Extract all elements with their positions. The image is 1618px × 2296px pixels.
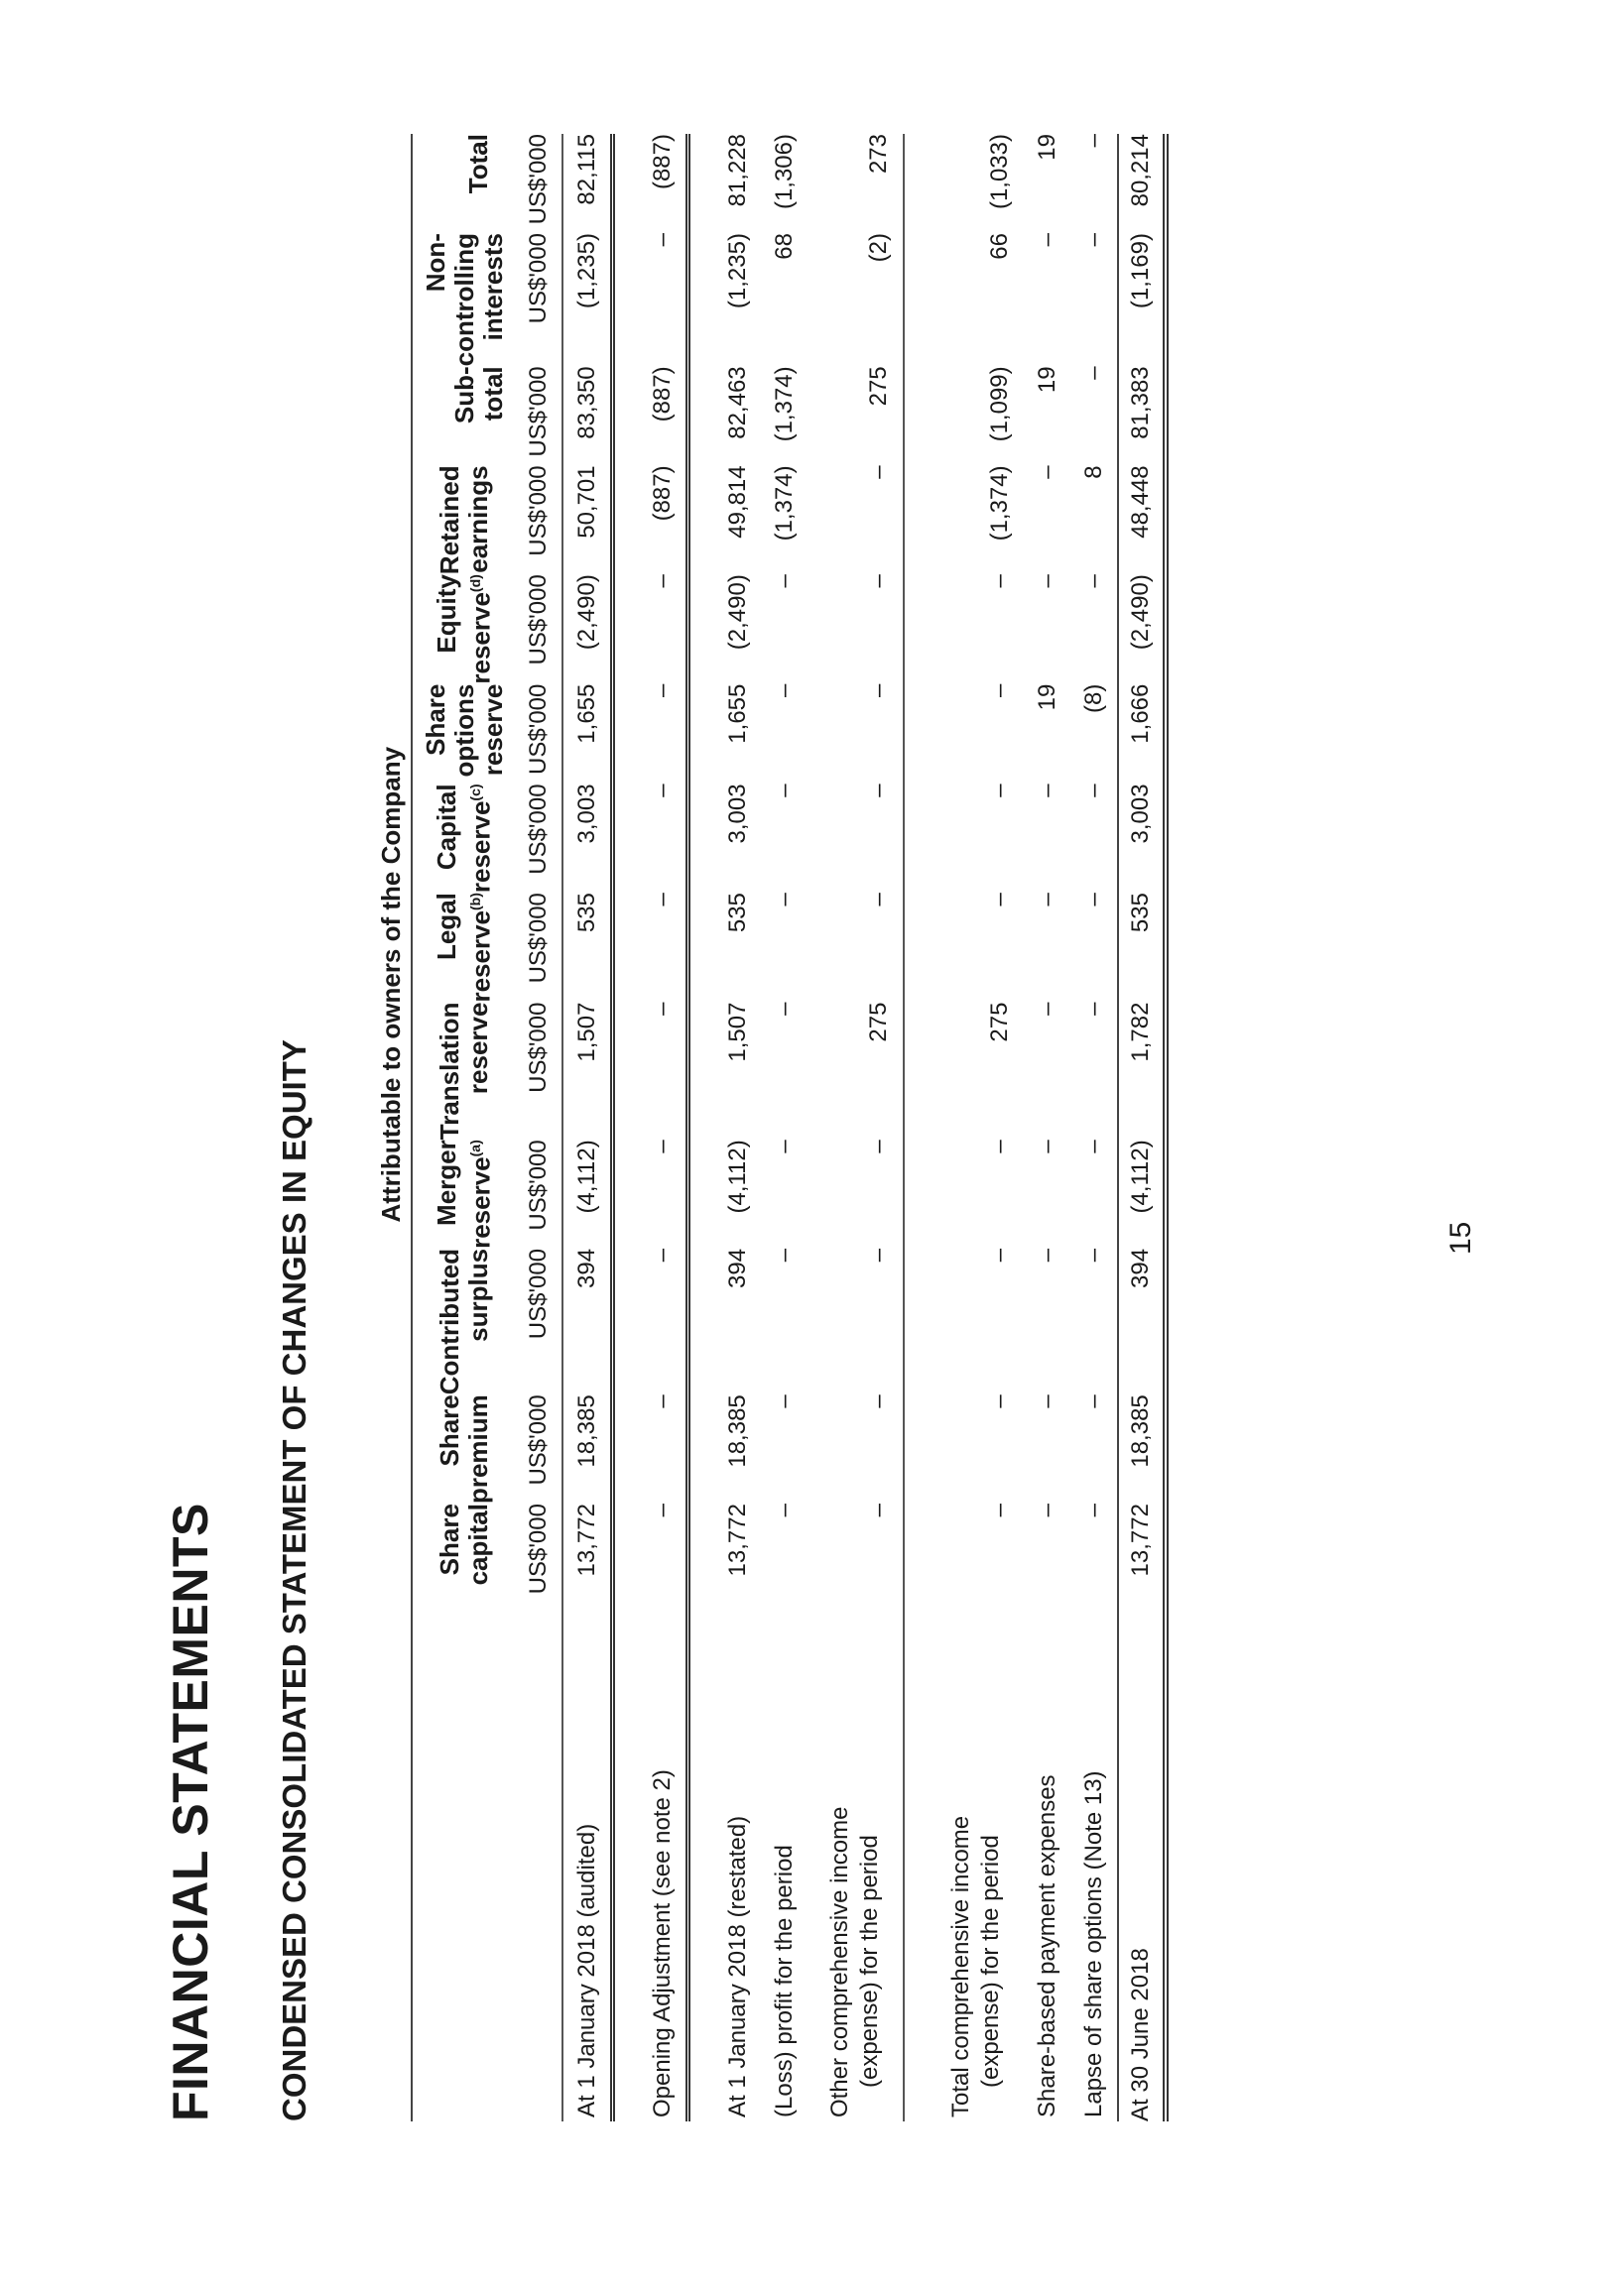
cell-value: 48,448 (1118, 465, 1166, 574)
cell-value: – (808, 893, 904, 1002)
column-header-text: surplus (463, 1248, 493, 1342)
cell-value: – (1079, 1394, 1107, 1408)
column-header (412, 1003, 516, 1141)
cell-value: (1,306) (770, 134, 798, 210)
footnote-marker: (c) (467, 784, 484, 801)
column-header-text: Share (435, 1504, 464, 1576)
unit-label: US$'000 (516, 893, 562, 1002)
cell-value: 1,782 (1118, 1003, 1166, 1141)
cell-value: 275 (808, 366, 904, 465)
cell-value: – (808, 574, 904, 683)
column-header (412, 233, 516, 366)
column-header (412, 134, 516, 233)
cell-value: – (808, 1504, 904, 1603)
cell-value: 19 (1033, 366, 1060, 394)
cell-value: 275 (808, 1003, 904, 1141)
cell-value: – (986, 574, 1013, 588)
column-header-text: Translation (435, 1002, 464, 1141)
cell-value: (887) (639, 465, 688, 574)
cell-value: – (808, 1140, 904, 1249)
column-header-text: capital (463, 1504, 493, 1586)
row-label (562, 1603, 613, 2121)
cell-value: – (639, 684, 688, 785)
cell-value: – (1033, 233, 1060, 247)
cell-value: – (770, 1140, 798, 1153)
cell-value: – (639, 1249, 688, 1394)
cell-value: (4,112) (723, 1140, 751, 1214)
column-header (412, 465, 516, 574)
cell-value: – (1079, 1140, 1107, 1153)
column-header (412, 784, 516, 893)
page-number: 15 (1444, 1221, 1477, 1255)
cell-value: – (770, 784, 798, 797)
table-row (639, 134, 688, 2121)
cell-value: 50,701 (562, 465, 613, 574)
row-label-text: (expense) for the period (856, 1835, 883, 2088)
cell-value: 1,655 (562, 684, 613, 785)
footnote-marker: (a) (467, 1140, 484, 1157)
cell-value: – (986, 1394, 1013, 1408)
cell-value: – (986, 1140, 1013, 1153)
column-header-text: Legal (432, 893, 462, 961)
column-header-text: Share (420, 683, 450, 756)
column-header-text: controlling (448, 233, 479, 367)
cell-value: – (1033, 893, 1060, 906)
cell-value: 82,463 (723, 366, 751, 439)
cell-value: – (986, 1248, 1013, 1263)
cell-value: – (770, 893, 798, 906)
column-header (412, 1504, 516, 1603)
cell-value: – (639, 893, 688, 1002)
table-row-total (1118, 134, 1166, 2121)
cell-value: 275 (986, 1002, 1013, 1042)
cell-value: – (1079, 574, 1107, 588)
column-header-text: Equity (432, 574, 462, 654)
cell-value: 13,772 (562, 1504, 613, 1603)
column-header-text: Sub-total (448, 366, 508, 424)
cell-value: – (1079, 1504, 1107, 1517)
unit-label: US$'000 (516, 1140, 562, 1249)
unit-label: US$'000 (516, 1249, 562, 1394)
column-header-row (412, 134, 516, 2121)
column-header (412, 1249, 516, 1394)
cell-value: (1,235) (723, 233, 751, 309)
unit-label: US$'000 (516, 1003, 562, 1141)
cell-value: 18,385 (1118, 1394, 1166, 1504)
cell-value: – (770, 1248, 798, 1263)
cell-value: 3,003 (723, 784, 751, 844)
column-header-text: interests (477, 233, 508, 341)
cell-value: – (1033, 784, 1060, 797)
cell-value: – (1079, 784, 1107, 797)
cell-value: – (1079, 134, 1107, 148)
equity-table (371, 134, 1169, 2121)
cell-value: – (986, 893, 1013, 906)
column-header-text: Total (463, 134, 493, 194)
cell-value: 81,383 (1118, 366, 1166, 465)
cell-value: – (639, 1504, 688, 1603)
cell-value: 535 (1118, 893, 1166, 1002)
cell-value: (1,374) (770, 366, 798, 442)
column-header-text: Capital (432, 784, 462, 871)
cell-value: (1,374) (770, 465, 798, 542)
footnote-marker: (d) (467, 574, 484, 593)
row-label-text: At 1 January 2018 (restated) (723, 1815, 751, 2117)
cell-value: – (1079, 233, 1107, 247)
cell-value: – (1079, 1248, 1107, 1263)
row-label-text: (Loss) profit for the period (770, 1845, 798, 2117)
column-header-text: reserve (465, 910, 496, 1003)
table-row (808, 134, 904, 2121)
section-title: FINANCIAL STATEMENTS (163, 1503, 218, 2121)
column-header-text: Share (435, 1394, 464, 1467)
cell-value: (1,099) (986, 366, 1013, 442)
cell-value: – (808, 1394, 904, 1504)
statement-title: CONDENSED CONSOLIDATED STATEMENT OF CHANGES IN EQUITY (276, 1039, 312, 2121)
unit-label: US$'000 (516, 574, 562, 683)
unit-label: US$'000 (516, 233, 562, 366)
table-row (562, 134, 613, 2121)
column-header-text: Retained (435, 465, 464, 575)
cell-value: 1,666 (1118, 684, 1166, 785)
cell-value: 66 (986, 233, 1013, 260)
column-header-text: Merger (432, 1140, 462, 1226)
cell-value: – (639, 1394, 688, 1504)
cell-value: 49,814 (723, 465, 751, 539)
table-row (1070, 134, 1118, 2121)
cell-value: (887) (639, 366, 688, 465)
column-header-text: options (448, 683, 479, 778)
cell-value: 81,228 (723, 134, 751, 207)
cell-value: – (1079, 366, 1107, 380)
cell-value: 394 (723, 1248, 751, 1288)
cell-value: 535 (723, 893, 751, 933)
cell-value: (2) (808, 233, 904, 366)
column-header (412, 684, 516, 785)
column-header (412, 1140, 516, 1249)
footnote-marker: (b) (467, 893, 484, 910)
column-header-text: reserve (465, 592, 496, 684)
row-label (808, 1603, 904, 2121)
row-label (929, 1603, 1024, 2121)
row-label-text: Total comprehensive income (947, 1815, 974, 2117)
row-label-text: At 30 June 2018 (1127, 1948, 1154, 2121)
cell-value: 3,003 (562, 784, 613, 893)
cell-value: (1,033) (986, 134, 1013, 210)
cell-value: 394 (562, 1249, 613, 1394)
table-row (1024, 134, 1070, 2121)
cell-value: – (770, 1002, 798, 1016)
column-header (412, 574, 516, 683)
cell-value: (1,235) (562, 233, 613, 366)
group-header: Attributable to owners of the Company (371, 366, 412, 1603)
cell-value: – (1033, 574, 1060, 588)
cell-value: (8) (1079, 683, 1107, 713)
cell-value: – (986, 683, 1013, 697)
cell-value: 82,115 (562, 134, 613, 233)
cell-value: – (808, 465, 904, 574)
cell-value: – (770, 1394, 798, 1408)
unit-label: US$'000 (516, 134, 562, 233)
column-header (412, 1394, 516, 1504)
cell-value: 19 (1033, 683, 1060, 711)
column-header-text: Contributed (435, 1248, 464, 1395)
cell-value: – (770, 1504, 798, 1517)
cell-value: – (639, 1003, 688, 1141)
column-header-text: reserve (465, 1156, 496, 1249)
cell-value: – (639, 574, 688, 683)
cell-value: 8 (1079, 465, 1107, 479)
cell-value: (4,112) (562, 1140, 613, 1249)
cell-value: (1,169) (1118, 233, 1166, 366)
row-label (1024, 1603, 1070, 2121)
unit-label: US$'000 (516, 366, 562, 465)
cell-value: – (986, 784, 1013, 797)
cell-value: 19 (1033, 134, 1060, 161)
cell-value: – (1033, 1002, 1060, 1016)
cell-value: 18,385 (562, 1394, 613, 1504)
cell-value: 535 (562, 893, 613, 1002)
cell-value: – (808, 684, 904, 785)
cell-value: (2,490) (562, 574, 613, 683)
cell-value: – (770, 574, 798, 588)
table-row (761, 134, 808, 2121)
column-header-text: reserve (477, 683, 508, 777)
cell-value: 68 (770, 233, 798, 260)
cell-value: – (1079, 1002, 1107, 1016)
cell-value: 3,003 (1118, 784, 1166, 893)
row-label-text: Other comprehensive income (826, 1806, 853, 2117)
row-label-text: At 1 January 2018 (audited) (572, 1823, 600, 2117)
cell-value: 1,507 (723, 1002, 751, 1062)
row-label-text: Lapse of share options (Note 13) (1079, 1770, 1107, 2117)
cell-value: – (1033, 1504, 1060, 1517)
cell-value: – (986, 1504, 1013, 1517)
unit-label: US$'000 (516, 784, 562, 893)
cell-value: 80,214 (1118, 134, 1166, 233)
cell-value: 13,772 (723, 1504, 751, 1577)
row-label-text: (expense) for the period (977, 1835, 1004, 2088)
row-label (714, 1603, 761, 2121)
unit-label: US$'000 (516, 1394, 562, 1504)
unit-label: US$'000 (516, 1504, 562, 1603)
cell-value: (2,490) (1118, 574, 1166, 683)
cell-value: 13,772 (1118, 1504, 1166, 1603)
column-header (412, 893, 516, 1002)
cell-value: (1,374) (986, 465, 1013, 542)
table-row (929, 134, 1024, 2121)
column-header-text: reserve (465, 800, 496, 894)
cell-value: – (639, 784, 688, 893)
cell-value: – (770, 683, 798, 697)
cell-value: 83,350 (562, 366, 613, 465)
unit-label: US$'000 (516, 684, 562, 785)
unit-row (516, 134, 562, 2121)
column-header-text: premium (463, 1394, 493, 1505)
cell-value: 273 (808, 134, 904, 233)
column-header-text: earnings (463, 465, 493, 573)
cell-value: (887) (639, 134, 688, 233)
cell-value: – (1033, 1248, 1060, 1263)
cell-value: – (1033, 465, 1060, 479)
row-label-text: Share-based payment expenses (1033, 1774, 1060, 2117)
cell-value: – (639, 1140, 688, 1249)
row-label (639, 1603, 688, 2121)
cell-value: – (808, 784, 904, 893)
row-label (1118, 1603, 1166, 2121)
cell-value: 18,385 (723, 1394, 751, 1468)
column-header (412, 366, 516, 465)
cell-value: 394 (1118, 1249, 1166, 1394)
cell-value: – (1033, 1140, 1060, 1153)
row-label-text: Opening Adjustment (see note 2) (648, 1769, 676, 2117)
column-header-text: reserve (463, 1002, 493, 1095)
row-label (1070, 1603, 1118, 2121)
cell-value: – (1079, 893, 1107, 906)
cell-value: 1,507 (562, 1003, 613, 1141)
cell-value: – (1033, 1394, 1060, 1408)
cell-value: – (639, 233, 688, 366)
unit-label: US$'000 (516, 465, 562, 574)
group-header-row (371, 134, 412, 2121)
row-label (761, 1603, 808, 2121)
cell-value: – (808, 1249, 904, 1394)
cell-value: (4,112) (1118, 1140, 1166, 1249)
cell-value: (2,490) (723, 574, 751, 651)
table-row (714, 134, 761, 2121)
column-header-text: Non- (420, 233, 450, 293)
cell-value: 1,655 (723, 683, 751, 744)
